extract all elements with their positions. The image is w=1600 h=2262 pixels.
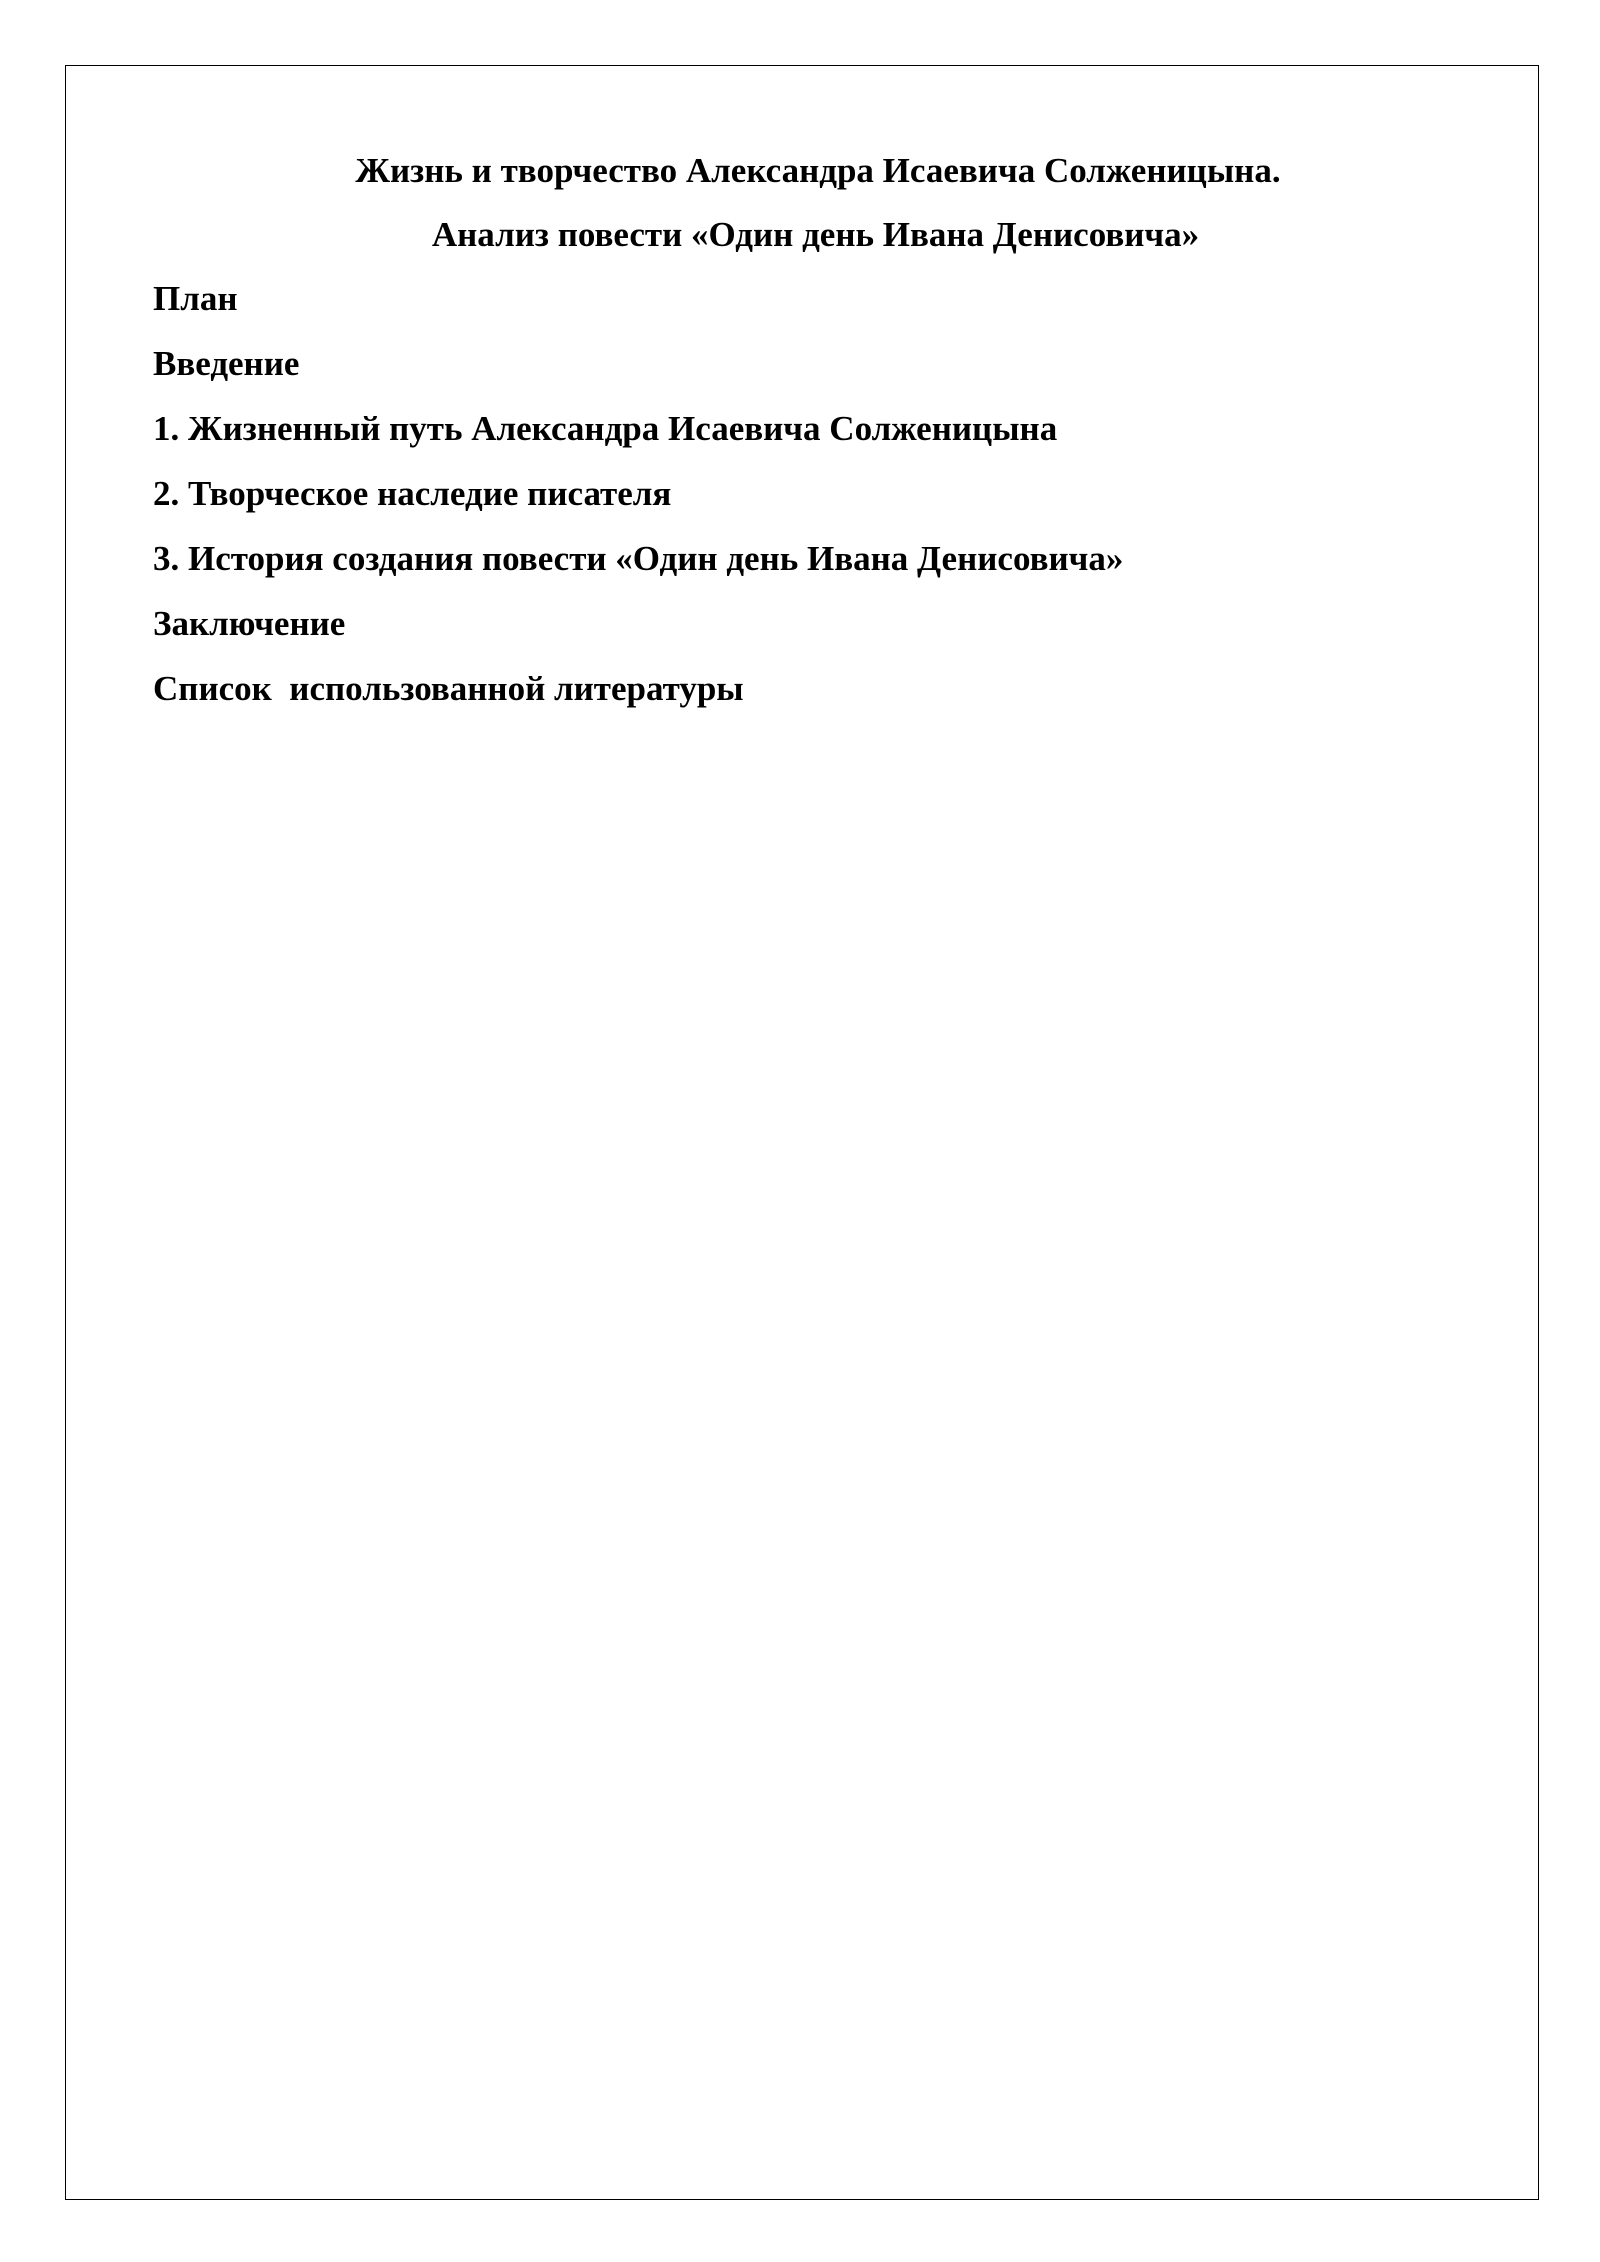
document-subtitle: Анализ повести «Один день Ивана Денисовича»	[431, 215, 1200, 254]
document-title: Жизнь и творчество Александра Исаевича Солженицына.	[355, 151, 1281, 190]
plan-item-conclusion: Заключение	[153, 604, 346, 643]
plan-list	[153, 278, 1478, 710]
plan-item-introduction: Введение	[153, 344, 300, 383]
plan-item-life-path: 1. Жизненный путь Александра Исаевича Солженицына	[153, 409, 1058, 448]
document-content	[153, 150, 1478, 733]
plan-heading: План	[153, 279, 238, 318]
plan-item-story-history: 3. История создания повести «Один день Ивана Денисовича»	[153, 539, 1124, 578]
plan-item-bibliography: Список использованной литературы	[153, 669, 744, 708]
plan-item-creative-legacy: 2. Творческое наследие писателя	[153, 474, 672, 513]
